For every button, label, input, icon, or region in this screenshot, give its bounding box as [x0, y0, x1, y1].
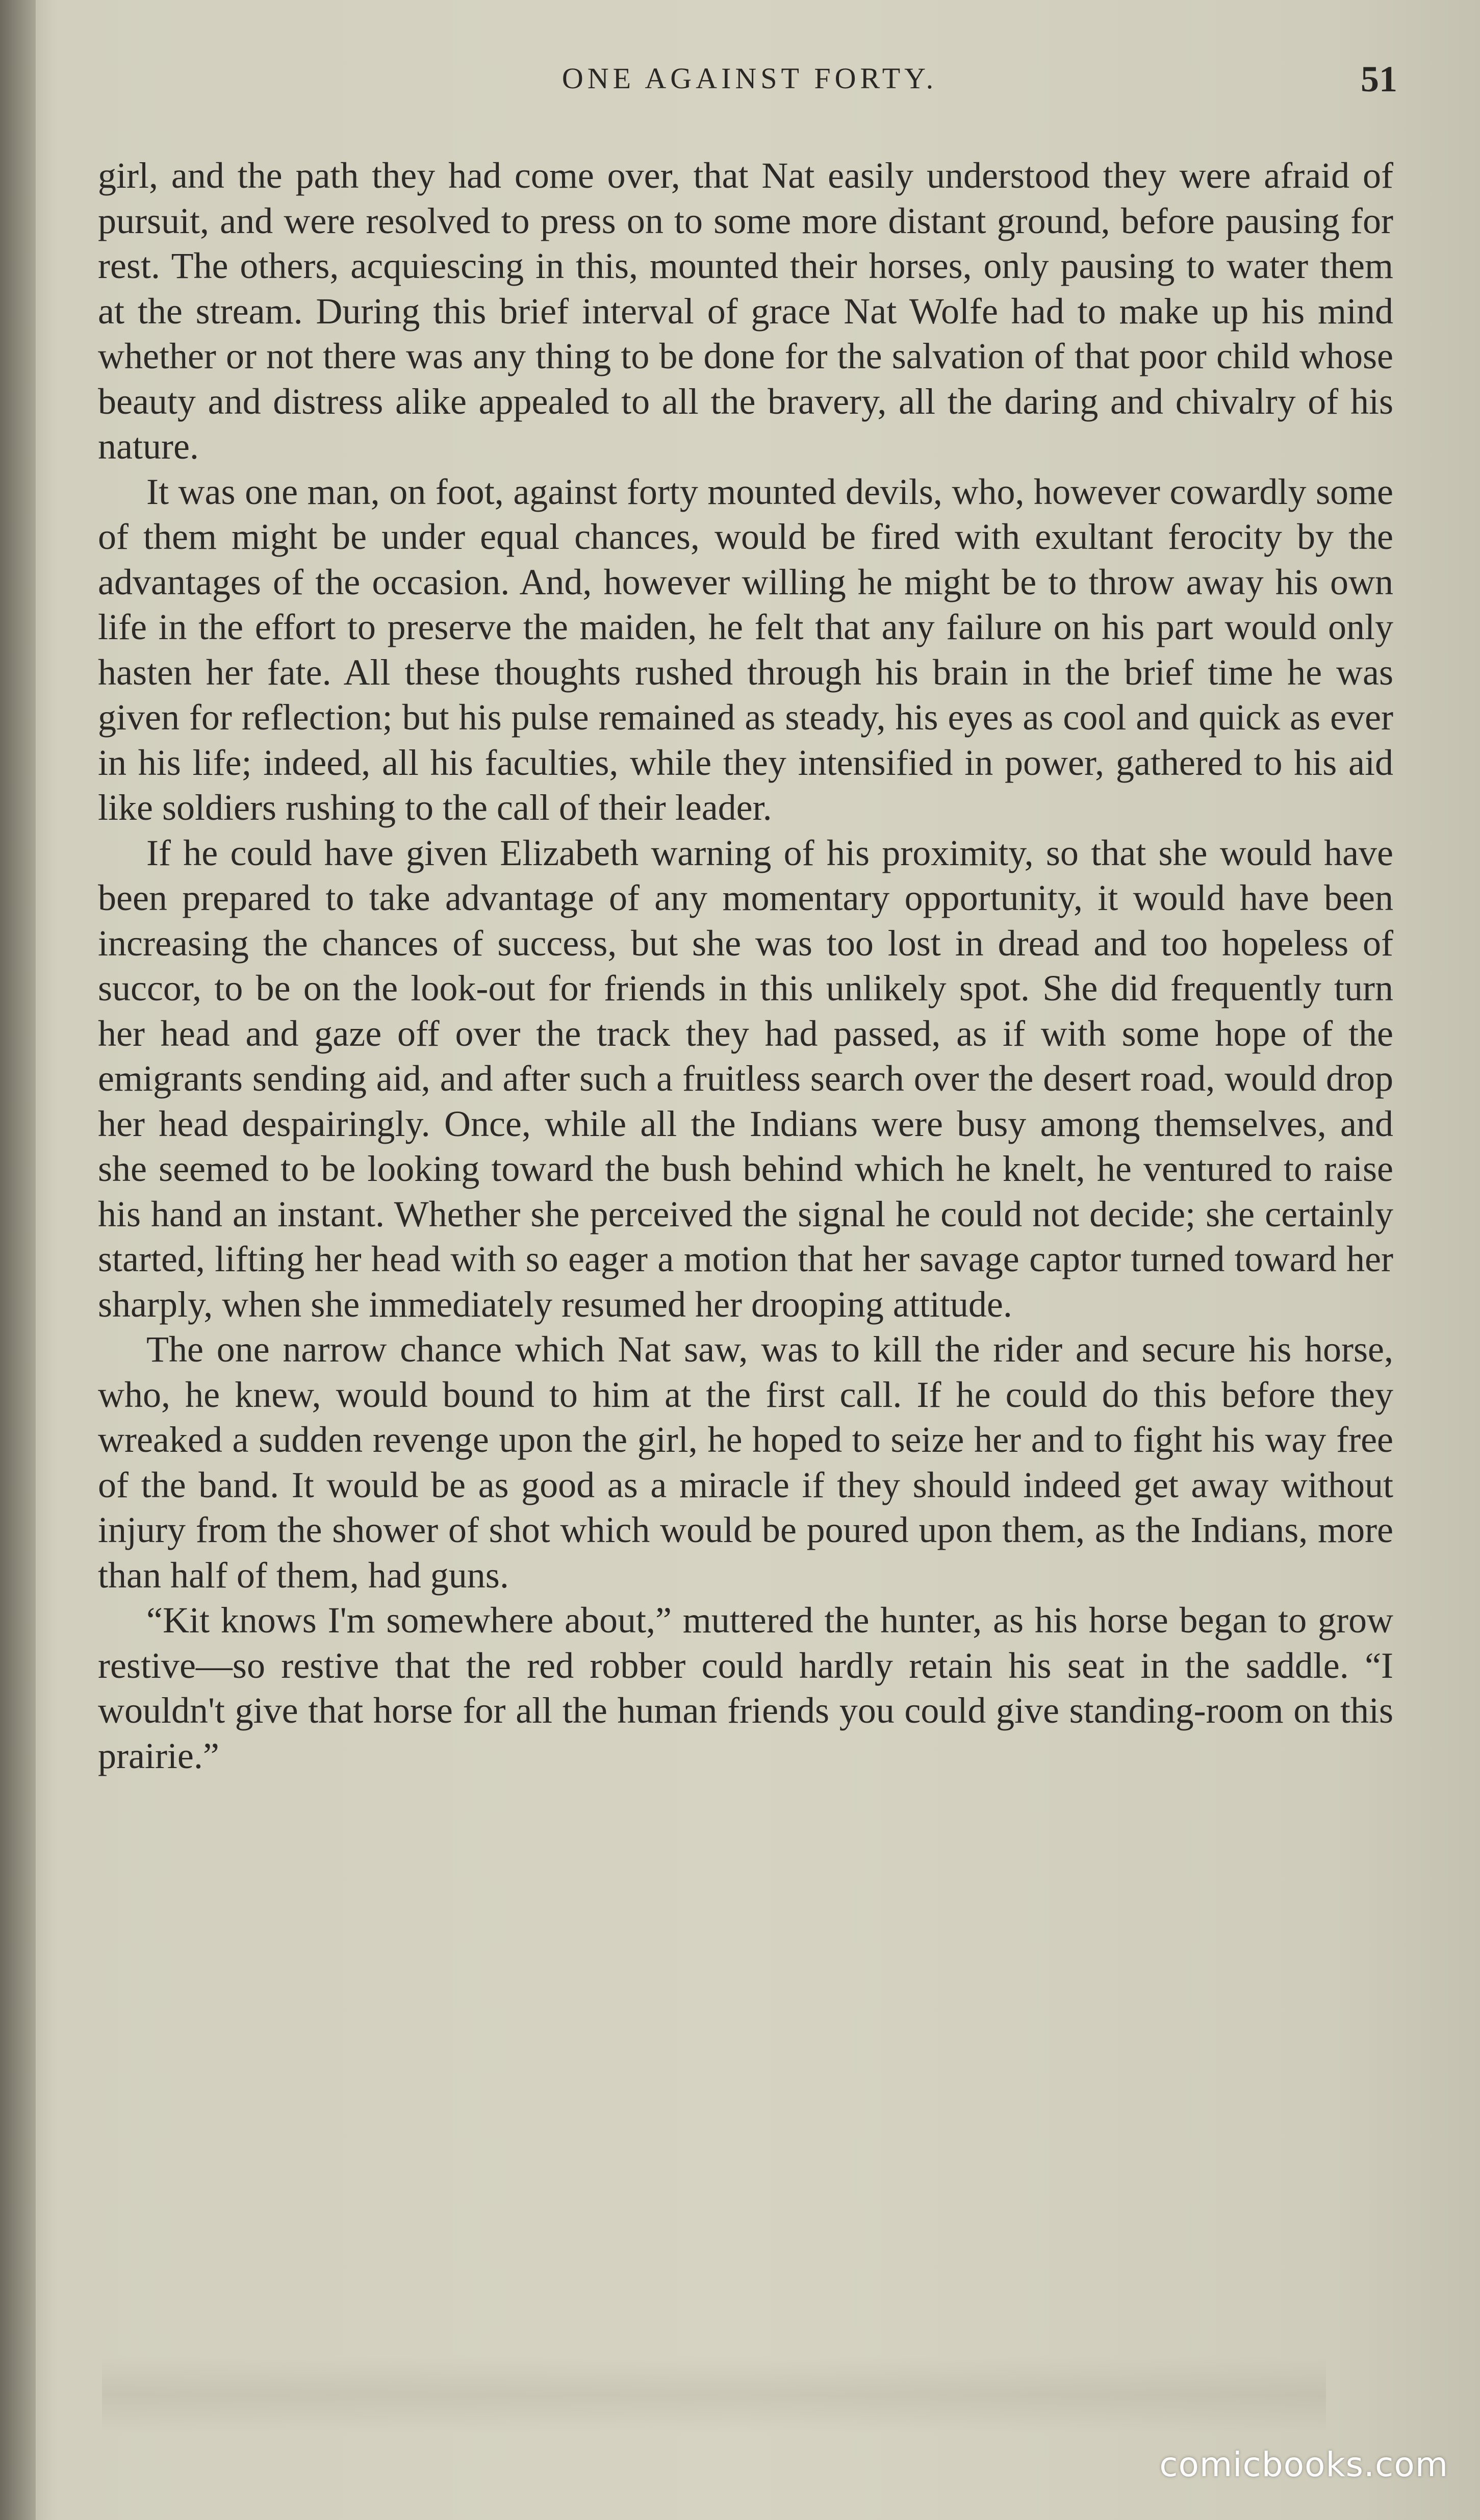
- page-number: 51: [1361, 59, 1397, 99]
- paragraph: If he could have given Elizabeth warning of his proximity, so that she would have been prepared to take advantage of any momentary opportunity, it would have been increasing the chances of success, but she was too lost in dread and too hopeless of succor, to be on the look-out for friends in this unlikely spot. She did frequently turn her head and gaze off over the track they had passed, as if with some hope of the emigrants sending aid, and after such a fruitless search over the desert road, would drop her head despairingly. Once, while all the Indians were busy among themselves, and she seemed to be looking toward the bush behind which he knelt, he ventured to raise his hand an instant. Whether she perceived the signal he could not decide; she certainly started, lifting her head with so eager a motion that her savage captor turned toward her sharply, when she immediately resumed her drooping attitude.: [98, 832, 1393, 1325]
- page-edge-shadow: [0, 0, 36, 2520]
- running-title: ONE AGAINST FORTY.: [562, 62, 938, 95]
- page-header: [102, 61, 1397, 107]
- watermark: comicbooks.com: [1159, 2445, 1448, 2484]
- show-through-bleed: [102, 2357, 1326, 2433]
- paragraph: The one narrow chance which Nat saw, was to kill the rider and secure his horse, who, he knew, would bound to him at the first call. If he could do this before they wreaked a sudden revenge upon the girl, he hoped to seize her and to fight his way free of the band. It would be as good as a miracle if they should indeed get away without injury from the shower of shot which would be poured upon them, as the Indians, more than half of them, had guns.: [98, 1329, 1393, 1596]
- body-text: [98, 153, 1393, 1778]
- paragraph: “Kit knows I'm somewhere about,” muttered the hunter, as his horse began to grow restive—so restive that the red robber could hardly retain his seat in the saddle. “I wouldn't give that horse for all the human friends you could give standing-room on this prairie.”: [98, 1600, 1393, 1776]
- paragraph: It was one man, on foot, against forty mounted devils, who, however cowardly some of them might be under equal chances, would be fired with exultant ferocity by the advantages of the occasion. And, however willing he might be to throw away his own life in the effort to preserve the maiden, he felt that any failure on his part would only hasten her fate. All these thoughts rushed through his brain in the brief time he was given for reflection; but his pulse remained as steady, his eyes as cool and quick as ever in his life; indeed, all his faculties, while they intensified in power, gathered to his aid like soldiers rushing to the call of their leader.: [98, 471, 1393, 828]
- paragraph: girl, and the path they had come over, that Nat easily understood they were afraid of pursuit, and were resolved to press on to some more distant ground, before pausing for rest. The others, acquiescing in this, mounted their horses, only pausing to water them at the stream. During this brief interval of grace Nat Wolfe had to make up his mind whether or not there was any thing to be done for the salvation of that poor child whose beauty and distress alike appealed to all the bravery, all the daring and chivalry of his nature.: [98, 155, 1393, 467]
